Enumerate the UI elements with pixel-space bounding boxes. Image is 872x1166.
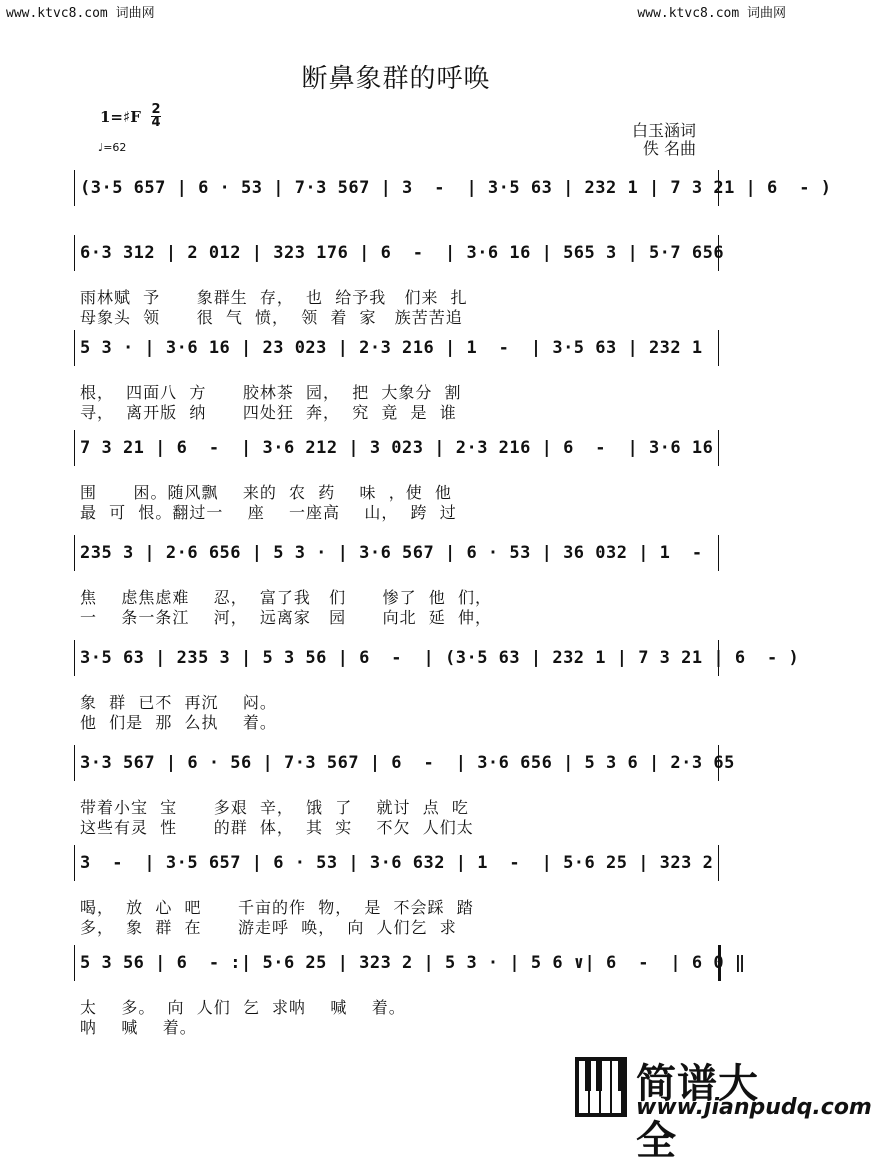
barline-start <box>74 945 75 981</box>
barline-start <box>74 640 75 676</box>
lyric-verse-1: 围 困。随风飘 来的 农 药 味 ，使 他 <box>80 483 452 502</box>
lyric-verse-1: 带着小宝 宝 多艰 辛， 饿 了 就讨 点 吃 <box>80 798 469 817</box>
barline-start <box>74 845 75 881</box>
lyric-verse-1: 根， 四面八 方 胶林茶 园， 把 大象分 割 <box>80 383 462 402</box>
header-site-left[interactable]: www.ktvc8.com 词曲网 <box>6 6 155 21</box>
notation-line: 7 3 21 | 6 - | 3·6 212 | 3 023 | 2·3 216 | 6 - | 3·6 16 <box>80 438 714 458</box>
barline-end <box>718 640 719 676</box>
barline-end <box>718 170 719 206</box>
logo-title: 简谱大全 <box>636 1061 759 1164</box>
lyric-verse-2: 呐 喊 着。 <box>80 1018 197 1037</box>
barline-end <box>718 235 719 271</box>
barline-start <box>74 745 75 781</box>
lyric-verse-1: 太 多。 向 人们 乞 求呐 喊 着。 <box>80 998 406 1017</box>
notation-line: 3·5 63 | 235 3 | 5 3 56 | 6 - | (3·5 63 | 232 1 | 7 3 21 | 6 - ) <box>80 648 800 668</box>
barline-start <box>74 235 75 271</box>
barline-start <box>74 170 75 206</box>
lyric-verse-2: 最 可 恨。翻过一 座 一座高 山， 跨 过 <box>80 503 457 522</box>
lyric-verse-2: 这些有灵 性 的群 体， 其 实 不欠 人们太 <box>80 818 474 837</box>
barline-end <box>718 745 719 781</box>
barline-end <box>718 330 719 366</box>
lyric-verse-2: 母象头 领 很 气 愤， 领 着 家 族苦苦追 <box>80 308 463 327</box>
barline-end <box>718 945 721 981</box>
lyric-verse-2: 一 条一条江 河， 远离家 园 向北 延 伸， <box>80 608 492 627</box>
lyric-verse-1: 焦 虑焦虑难 忍， 富了我 们 惨了 他 们， <box>80 588 492 607</box>
barline-end <box>718 845 719 881</box>
time-signature <box>151 104 161 129</box>
logo-url[interactable]: www.jianpudq.com <box>636 1095 872 1120</box>
barline-end <box>718 430 719 466</box>
lyric-verse-2: 多， 象 群 在 游走呼 唤， 向 人们乞 求 <box>80 918 457 937</box>
notation-line: 3·3 567 | 6 · 56 | 7·3 567 | 6 - | 3·6 656 | 5 3 6 | 2·3 65 <box>80 753 735 773</box>
lyricist-credit: 白玉涵词 <box>631 121 696 140</box>
lyric-verse-2: 他 们是 那 么执 着。 <box>80 713 277 732</box>
meter-top: 2 <box>151 102 161 117</box>
song-title: 断鼻象群的呼唤 <box>301 64 491 94</box>
notation-line: 5 3 56 | 6 - :| 5·6 25 | 323 2 | 5 3 · | 5 6 ∨| 6 - | 6 0 ‖ <box>80 953 746 973</box>
notation-line: 235 3 | 2·6 656 | 5 3 · | 3·6 567 | 6 · 53 | 36 032 | 1 - <box>80 543 703 563</box>
lyric-verse-2: 寻， 离开版 纳 四处狂 奔， 究 竟 是 谁 <box>80 403 457 422</box>
composer-credit: 佚 名曲 <box>642 139 696 158</box>
notation-line: (3·5 657 | 6 · 53 | 7·3 567 | 3 - | 3·5 63 | 232 1 | 7 3 21 | 6 - ) <box>80 178 832 198</box>
notation-line: 3 - | 3·5 657 | 6 · 53 | 3·6 632 | 1 - | 5·6 25 | 323 2 <box>80 853 714 873</box>
notation-line: 5 3 · | 3·6 16 | 23 023 | 2·3 216 | 1 - | 3·5 63 | 232 1 <box>80 338 703 358</box>
lyric-verse-1: 雨林赋 予 象群生 存， 也 给予我 们来 扎 <box>80 288 468 307</box>
lyric-verse-1: 象 群 已不 再沉 闷。 <box>80 693 277 712</box>
header-site-right[interactable]: www.ktvc8.com 词曲网 <box>637 6 786 21</box>
barline-end <box>718 535 719 571</box>
barline-start <box>74 535 75 571</box>
tempo-mark: ♩=62 <box>98 141 127 154</box>
meter-bottom: 4 <box>151 115 161 130</box>
barline-start <box>74 330 75 366</box>
lyric-verse-1: 喝， 放 心 吧 千亩的作 物， 是 不会踩 踏 <box>80 898 474 917</box>
notation-line: 6·3 312 | 2 012 | 323 176 | 6 - | 3·6 16 | 565 3 | 5·7 656 <box>80 243 725 263</box>
barline-start <box>74 430 75 466</box>
key-signature: 1=♯F <box>100 108 141 126</box>
